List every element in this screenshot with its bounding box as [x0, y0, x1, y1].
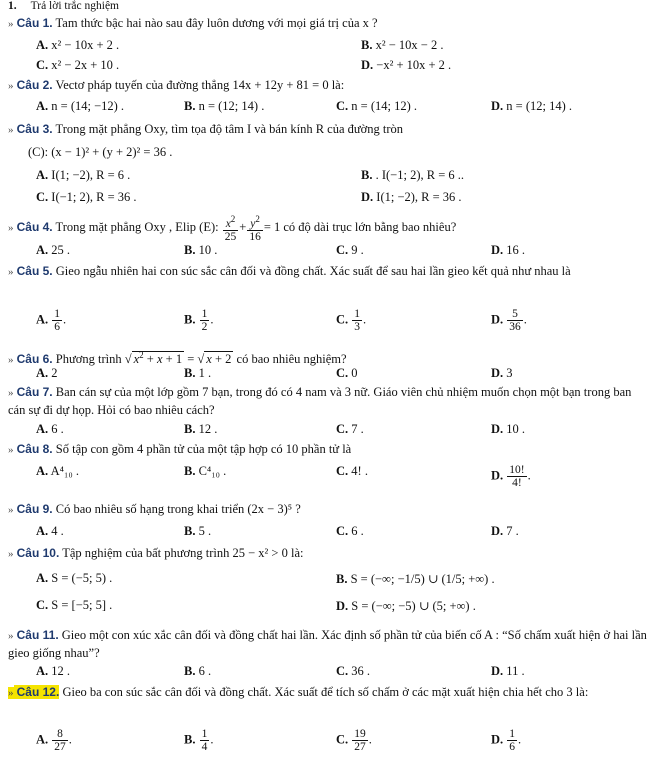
option-text[interactable]: 4! .: [351, 464, 368, 478]
options-q1-row2: [36, 58, 655, 76]
option-fraction[interactable]: $\frac{1}{3}$: [354, 308, 361, 333]
question-stem: Gieo ngẫu nhiên hai con súc sắc cân đối và đồng chất. Xác suất để sau hai lần gieo kết quả như nhau là: [55, 264, 571, 278]
option-letter: C.: [36, 190, 49, 204]
question-stem: Số tập con gồm 4 phần tử của một tập hợp có 10 phần tử là: [55, 442, 352, 456]
option-letter: B.: [361, 168, 373, 182]
question-stem: Tam thức bậc hai nào sau đây luôn dương với mọi giá trị của x ?: [55, 16, 378, 30]
option-text[interactable]: 0: [351, 366, 358, 380]
option-letter: B.: [184, 243, 196, 257]
option-text[interactable]: S = (−∞; −5) ∪ (5; +∞) .: [351, 599, 476, 613]
question-5: [8, 263, 649, 281]
option-text[interactable]: 16 .: [506, 243, 526, 257]
options-q9: [36, 524, 655, 542]
option-letter: D.: [491, 664, 504, 678]
option-fraction[interactable]: $\frac{1}{4}$: [201, 728, 208, 753]
question-stem-cont: (C): (x − 1)² + (y + 2)² = 36 .: [28, 145, 173, 159]
option-letter: D.: [491, 422, 504, 436]
option-letter: B.: [184, 732, 196, 747]
option-letter: A.: [36, 168, 49, 182]
bullet-icon: »: [8, 387, 14, 399]
option-letter: D.: [491, 243, 504, 257]
options-q12: A. $\frac{8}{27}$ . B. $\frac{1}{4}$ . C. $\frac{19}{27}$ . D. $\frac{1}{6}$ .: [36, 728, 522, 753]
option-text[interactable]: x² − 2x + 10 .: [51, 58, 120, 72]
ellipse-y-term: $\frac{y^2}{16}$: [249, 214, 261, 243]
options-q4: [36, 243, 655, 261]
option-text[interactable]: I(1; −2), R = 6 .: [51, 168, 131, 182]
question-label: Câu 1.: [16, 16, 53, 30]
option-text[interactable]: 7 .: [351, 422, 364, 436]
option-letter: A.: [36, 99, 49, 113]
option-letter: A.: [36, 524, 49, 538]
option-letter: D.: [491, 99, 504, 113]
question-label: Câu 4.: [16, 219, 53, 234]
question-12: [8, 684, 649, 702]
options-q3-row2: [36, 190, 655, 208]
option-letter: A.: [36, 464, 49, 478]
option-letter: A.: [36, 732, 49, 747]
option-text[interactable]: 36 .: [351, 664, 371, 678]
option-letter: C.: [336, 524, 349, 538]
bullet-icon: »: [8, 221, 14, 234]
question-label: Câu 6.: [16, 352, 53, 367]
options-q10-row2: [36, 598, 655, 616]
option-text[interactable]: 25 .: [51, 243, 71, 257]
option-letter: D.: [361, 190, 374, 204]
option-letter: A.: [36, 243, 49, 257]
question-label: Câu 2.: [16, 78, 53, 92]
option-letter: C.: [336, 366, 349, 380]
options-q7: [36, 422, 655, 440]
option-letter: B.: [184, 366, 196, 380]
question-label: Câu 10.: [16, 546, 60, 560]
question-3: [8, 121, 649, 161]
bullet-icon: »: [8, 80, 14, 92]
option-text[interactable]: S = (−5; 5) .: [51, 571, 113, 585]
question-stem: Có bao nhiêu số hạng trong khai triển (2x − 3)⁵ ?: [55, 502, 301, 516]
option-text[interactable]: n = (14; −12) .: [51, 99, 125, 113]
option-letter: A.: [36, 312, 49, 327]
option-letter: C.: [336, 422, 349, 436]
question-2: [8, 77, 649, 95]
option-letter: D.: [491, 732, 504, 747]
ellipse-x-term: $\frac{x^2}{25}$: [224, 214, 237, 243]
question-9: [8, 501, 649, 519]
option-letter: B.: [184, 524, 196, 538]
option-fraction[interactable]: $\frac{8}{27}$: [54, 728, 66, 753]
question-stem-end: có bao nhiêu nghiệm?: [236, 352, 347, 367]
option-letter: D.: [336, 599, 349, 613]
option-letter: A.: [36, 422, 49, 436]
options-q8: A. A⁴₁₀ . B. C⁴₁₀ . C. 4! . D. $\frac{10!}{4!}$ .: [36, 464, 531, 489]
option-letter: C.: [336, 99, 349, 113]
question-1: [8, 15, 649, 33]
option-letter: B.: [184, 664, 196, 678]
option-text[interactable]: 11 .: [506, 664, 525, 678]
option-text[interactable]: S = (−∞; −1/5) ∪ (1/5; +∞) .: [350, 572, 495, 586]
option-text[interactable]: 12 .: [198, 422, 218, 436]
bullet-icon: »: [8, 504, 14, 516]
option-text[interactable]: 12 .: [51, 664, 71, 678]
question-stem: Vectơ pháp tuyến của đường thẳng 14x + 12y + 81 = 0 là:: [55, 78, 345, 92]
option-text[interactable]: 3: [506, 366, 513, 380]
options-q10: [36, 571, 655, 595]
section-header: [8, 0, 119, 12]
section-number: 1.: [8, 0, 17, 12]
bullet-icon: »: [8, 687, 14, 699]
option-text[interactable]: 6 .: [351, 524, 364, 538]
option-text[interactable]: 6 .: [198, 664, 212, 678]
option-fraction[interactable]: $\frac{1}{6}$: [54, 308, 61, 333]
option-letter: C.: [336, 664, 349, 678]
option-text[interactable]: 7 .: [506, 524, 519, 538]
options-q11: [36, 664, 655, 682]
option-letter: B.: [361, 38, 373, 52]
option-text[interactable]: x² − 10x − 2 .: [375, 38, 444, 52]
question-stem: Tập nghiệm của bất phương trình 25 − x² > 0 là:: [62, 546, 304, 560]
option-text[interactable]: C⁴₁₀ .: [198, 464, 227, 478]
question-label: Câu 9.: [16, 502, 53, 516]
option-text[interactable]: I(−1; 2), R = 36 .: [51, 190, 137, 204]
option-letter: A.: [36, 366, 49, 380]
question-label: Câu 7.: [16, 385, 53, 399]
option-letter: C.: [336, 243, 349, 257]
question-4: » Câu 4. Trong mặt phẳng Oxy , Elip (E): $\frac{x^2}{25}$ + $\frac{y^2}{16}$ = 1 có độ dài trục lớn bằng bao nhiêu?: [8, 214, 457, 243]
option-text[interactable]: x² − 10x + 2 .: [51, 38, 120, 52]
bullet-icon: »: [8, 354, 14, 367]
bullet-icon: »: [8, 18, 14, 30]
options-q3: [36, 168, 655, 186]
bullet-icon: »: [8, 548, 14, 560]
options-q2: [36, 99, 655, 117]
option-fraction[interactable]: $\frac{5}{36}$: [509, 308, 521, 333]
option-letter: C.: [336, 312, 349, 327]
options-q6: [36, 366, 655, 384]
option-text[interactable]: 5 .: [198, 524, 212, 538]
question-11: [8, 627, 649, 662]
option-fraction[interactable]: $\frac{1}{6}$: [509, 728, 516, 753]
section-title: Trả lời trắc nghiệm: [30, 0, 120, 12]
option-letter: D.: [491, 366, 504, 380]
option-text[interactable]: n = (12; 14) .: [198, 99, 265, 113]
option-text[interactable]: 4 .: [51, 524, 64, 538]
option-letter: B.: [336, 572, 348, 586]
option-text[interactable]: 6 .: [51, 422, 64, 436]
option-letter: A.: [36, 571, 49, 585]
question-stem: Phương trình: [55, 352, 122, 367]
option-fraction[interactable]: $\frac{10!}{4!}$: [509, 464, 525, 489]
option-letter: B.: [184, 464, 196, 478]
option-text[interactable]: 10 .: [506, 422, 526, 436]
option-text[interactable]: I(1; −2), R = 36 .: [376, 190, 462, 204]
option-letter: B.: [184, 422, 196, 436]
bullet-icon: »: [8, 266, 14, 278]
option-fraction[interactable]: $\frac{19}{27}$: [354, 728, 366, 753]
option-letter: A.: [36, 38, 49, 52]
option-text[interactable]: 10 .: [198, 243, 218, 257]
question-8: [8, 441, 649, 459]
bullet-icon: »: [8, 124, 14, 136]
question-stem: Trong mặt phẳng Oxy, tìm tọa độ tâm I và bán kính R của đường tròn: [55, 122, 404, 136]
option-text[interactable]: 2: [51, 366, 58, 380]
option-letter: B.: [184, 99, 196, 113]
option-text[interactable]: n = (14; 12) .: [351, 99, 418, 113]
equation: √ $x^2 + x + 1$ = √ x + 2: [124, 350, 232, 367]
question-label: Câu 5.: [16, 264, 53, 278]
question-stem: Trong mặt phẳng Oxy , Elip (E):: [55, 219, 219, 234]
option-letter: D.: [361, 58, 374, 72]
option-letter: C.: [36, 58, 49, 72]
option-text[interactable]: 1 .: [198, 366, 212, 380]
question-label: Câu 8.: [16, 442, 53, 456]
option-letter: A.: [36, 664, 49, 678]
option-letter: B.: [184, 312, 196, 327]
options-q1: [36, 38, 655, 56]
option-letter: C.: [36, 598, 49, 612]
option-text[interactable]: n = (12; 14) .: [506, 99, 573, 113]
option-text[interactable]: A⁴₁₀ .: [50, 464, 79, 478]
question-stem: Gieo ba con súc sắc cân đối và đồng chất. Xác suất để tích số chấm ở các mặt xuất hiện chia hết cho 3 là:: [62, 685, 589, 699]
option-letter: D.: [491, 524, 504, 538]
question-label: Câu 11.: [16, 628, 59, 642]
option-letter: D.: [491, 468, 504, 483]
question-label-highlighted: Câu 12.: [16, 685, 60, 699]
question-stem-end: có độ dài trục lớn bằng bao nhiêu?: [283, 219, 457, 234]
option-text[interactable]: . I(−1; 2), R = 6 ..: [375, 168, 464, 182]
option-letter: D.: [491, 312, 504, 327]
question-stem: Gieo một con xúc xắc cân đối và đồng chất hai lần. Xác định số phần tử của biến cố A : “Số chấm xuất hiện ở hai lần gieo giống nhau”?: [8, 628, 647, 660]
option-text[interactable]: −x² + 10x + 2 .: [376, 58, 452, 72]
option-text[interactable]: S = [−5; 5] .: [51, 598, 113, 612]
question-stem: Ban cán sự của một lớp gồm 7 bạn, trong đó có 4 nam và 3 nữ. Giáo viên chủ nhiệm muốn chọn một bạn trong ban cán sự đi dự họp. Hỏi có bao nhiêu cách?: [8, 385, 632, 417]
bullet-icon: »: [8, 630, 14, 642]
option-letter: C.: [336, 732, 349, 747]
bullet-icon: »: [8, 444, 14, 456]
question-7: [8, 384, 649, 419]
option-letter: C.: [336, 464, 349, 478]
option-text[interactable]: 9 .: [351, 243, 364, 257]
question-10: [8, 545, 649, 563]
option-fraction[interactable]: $\frac{1}{2}$: [201, 308, 208, 333]
options-q5: A. $\frac{1}{6}$ . B. $\frac{1}{2}$ . C. $\frac{1}{3}$ . D. $\frac{5}{36}$ .: [36, 308, 527, 333]
question-label: Câu 3.: [16, 122, 53, 136]
